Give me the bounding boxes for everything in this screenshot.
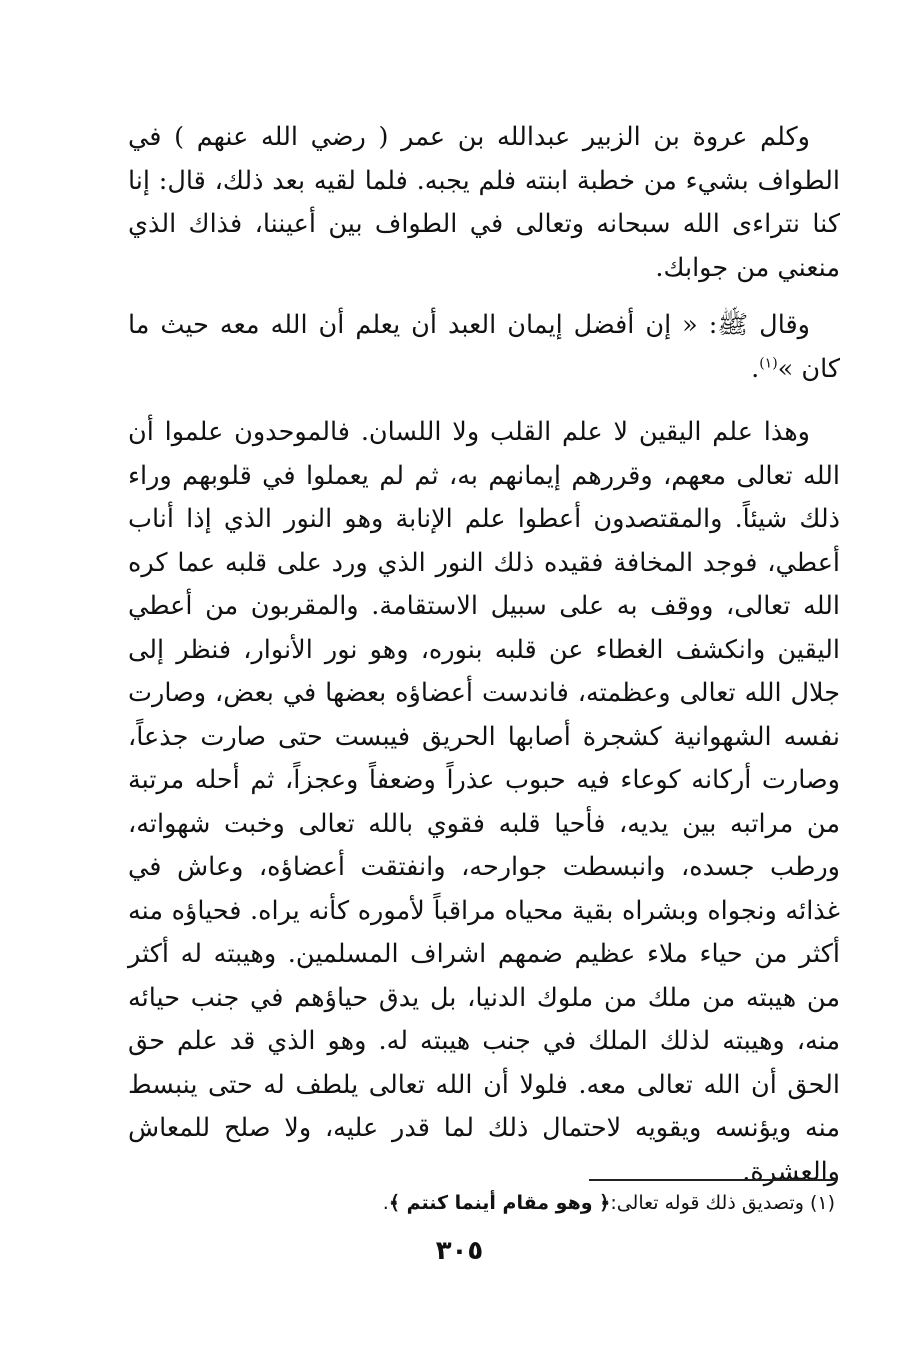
footnote-quote: ﴿ وهو مقام أينما كنتم ﴾ [388,1192,611,1214]
page-number: ٣٠٥ [435,1236,484,1266]
hadith-period: . [751,353,760,384]
hadith-text: وقال ﷺ: « إن أفضل إيمان العبد أن يعلم أن الله معه حيث ما كان » [128,310,840,384]
footnote-divider [589,1179,837,1181]
paragraph-urwa-story: وكلم عروة بن الزبير عبدالله بن عمر ( رضي الله عنهم ) في الطواف بشيء من خطبة ابنته فلم يجبه. فلما لقيه بعد ذلك، قال: إنا كنا نتراءى الله سبحانه وتعالى في الطواف بين أعيننا، فذاك الذي منعني من جوابك. [128,122,840,283]
footnote-marker: (١) [809,1192,835,1214]
footnote-reference: (١) [759,355,778,371]
footnote-end: . [382,1192,389,1214]
footnote [135,1188,835,1218]
footnote-text: وتصديق ذلك قوله تعالى: [610,1192,804,1214]
paragraph-certainty: وهذا علم اليقين لا علم القلب ولا اللسان. فالموحدون علموا أن الله تعالى معهم، وقررهم إيمانهم به، ثم لم يعملوا في قلوبهم وراء ذلك شيئاً. والمقتصدون أعطوا علم الإنابة وهو النور الذي إذا أناب أعطي، فوجد المخافة فقيده ذلك النور الذي ورد على قلبه عما كره الله تعالى، ووقف به على سبيل الاستقامة. والمقربون من أعطي اليقين وانكشف الغطاء عن قلبه بنوره، وهو نور الأنوار، فنظر إلى جلال الله تعالى وعظمته، فاندست أعضاؤه بعضها في بعض، وصارت نفسه الشهوانية كشجرة أصابها الحريق فيبست حتى صارت جذعاً، وصارت أركانه كوعاء فيه حبوب عذراً وضعفاً وعجزاً، ثم أحله مرتبة من مراتبه بين يديه، فأحيا قلبه فقوي بالله تعالى وخبت شهواته، ورطب جسده، وانبسطت جوارحه، وانفتقت أعضاؤه، وعاش في غذائه ونجواه وبشراه بقية محياه مراقباً لأموره كأنه يراه. فحياؤه منه أكثر من حياء ملاء عظيم ضمهم اشراف المسلمين. وهيبته له أكثر من هيبته من ملك من ملوك الدنيا، بل يدق حياؤهم في جنب حيائه منه، وهيبته لذلك الملك في جنب هيبته له. وهو الذي قد علم حق الحق أن الله تعالى معه. فلولا أن الله تعالى يلطف له حتى ينبسط منه ويؤنسه ويقويه لاحتمال ذلك لما قدر عليه، ولا صلح للمعاش والعشرة. [128,417,840,1187]
paragraph-hadith [128,304,840,391]
page-body [128,116,840,1194]
